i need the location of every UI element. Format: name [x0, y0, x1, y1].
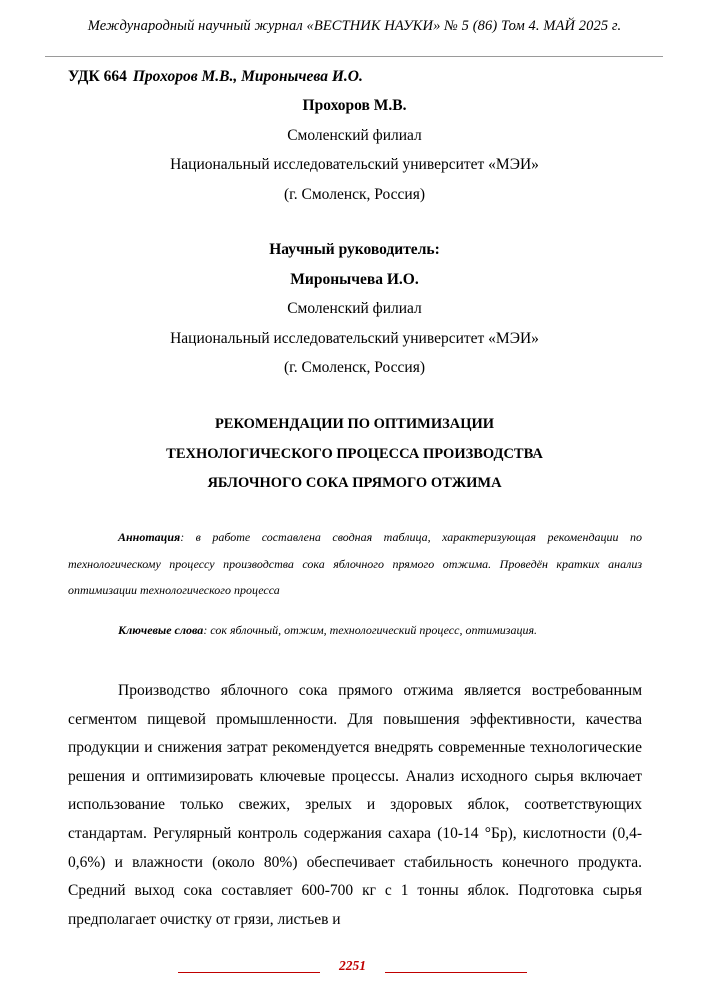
paper-title — [0, 410, 709, 499]
udk-line — [68, 68, 363, 86]
supervisor-label: Научный руководитель: — [269, 241, 440, 258]
author-location: (г. Смоленск, Россия) — [284, 185, 425, 203]
keywords-text: : сок яблочный, отжим, технологический процесс, оптимизация. — [203, 623, 538, 637]
supervisor-university: Национальный исследовательский университет «МЭИ» — [170, 329, 539, 347]
supervisor-block — [0, 235, 709, 383]
udk-authors: Прохоров М.В., Миронычева И.О. — [132, 68, 363, 85]
supervisor-name: Миронычева И.О. — [290, 270, 419, 288]
supervisor-branch: Смоленский филиал — [287, 300, 422, 317]
page-number: 2251 — [339, 958, 366, 973]
footer-rule-left — [178, 972, 320, 973]
body-paragraph: Производство яблочного сока прямого отжима является востребованным сегментом пищевой промышленности. Для повышения эффективности, качества продукции и снижения затрат рекомендуется внедрять современные технологические решения и оптимизировать ключевые процессы. Анализ исходного сырья включает использование только свежих, зрелых и здоровых яблок, соответствующих стандартам. Регулярный контроль содержания сахара (10-14 °Бр), кислотности (0,4-0,6%) и влажности (около 80%) обеспечивает стабильность конечного продукта. Средний выход сока составляет 600-700 кг с 1 тонны яблок. Подготовка сырья предполагает очистку от грязи, листьев и — [68, 682, 642, 928]
udk-code: УДК 664 — [68, 68, 127, 85]
keywords — [118, 623, 658, 638]
page-footer — [0, 958, 709, 978]
keywords-label: Ключевые слова — [118, 623, 204, 637]
title-line-2: ТЕХНОЛОГИЧЕСКОГО ПРОЦЕССА ПРОИЗВОДСТВА — [166, 445, 543, 462]
author-block — [0, 91, 709, 209]
abstract-text: : в работе составлена сводная таблица, характеризующая рекомендации по технологическому процессу производства сока яблочного прямого отжима. Проведён кратких анализ оптимизации технологического процесса — [68, 530, 642, 597]
header-divider — [45, 56, 663, 57]
author-name: Прохоров М.В. — [302, 97, 407, 114]
supervisor-location: (г. Смоленск, Россия) — [284, 359, 425, 376]
journal-header: Международный научный журнал «ВЕСТНИК НАУКИ» № 5 (86) Том 4. МАЙ 2025 г. — [87, 18, 622, 34]
title-line-1: РЕКОМЕНДАЦИИ ПО ОПТИМИЗАЦИИ — [214, 416, 495, 432]
abstract-label: Аннотация — [118, 530, 181, 544]
abstract — [68, 524, 642, 604]
author-branch: Смоленский филиал — [287, 126, 422, 144]
footer-rule-right — [385, 972, 527, 973]
title-line-3: ЯБЛОЧНОГО СОКА ПРЯМОГО ОТЖИМА — [207, 475, 502, 491]
author-university: Национальный исследовательский университет «МЭИ» — [170, 156, 539, 173]
